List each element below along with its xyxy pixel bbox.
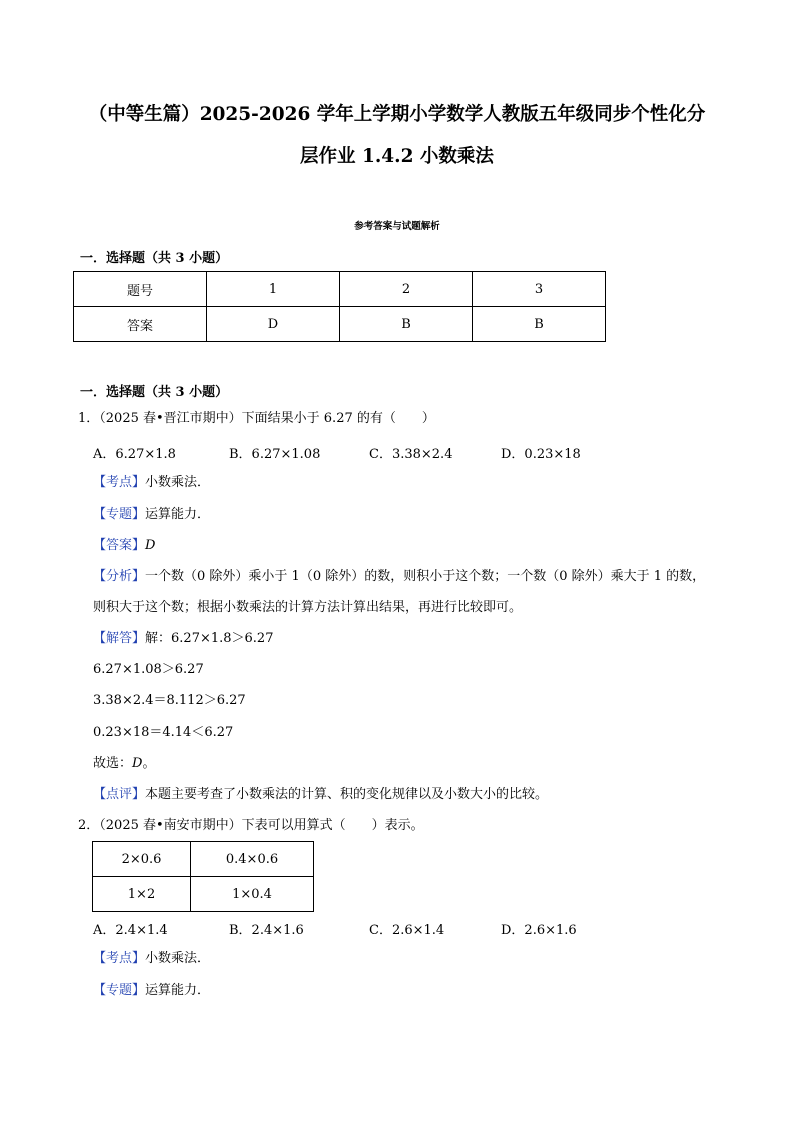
answer-text: D: [145, 538, 156, 553]
question-1-choice: [93, 755, 155, 773]
question-1-calc-line: 6.27×1.08＞6.27: [93, 662, 204, 677]
question-1-option-c: C．3.38×2.4: [369, 447, 453, 462]
question-1-option-a: A．6.27×1.8: [93, 447, 176, 462]
question-1-analysis-line-2: 则积大于这个数；根据小数乘法的计算方法计算出结果，再进行比较即可。: [93, 600, 523, 615]
solution-text: 解：6.27×1.8＞6.27: [145, 631, 274, 646]
answer-table-number: 1: [207, 272, 340, 307]
analysis-text: 一个数（0 除外）乘小于 1（0 除外）的数，则积小于这个数；一个数（0 除外）乘大于 1 的数，: [145, 569, 706, 584]
question-2-table-cell: 1×0.4: [191, 877, 314, 912]
answer-tag: 【答案】: [93, 538, 146, 553]
zhuanti-text: 运算能力．: [145, 507, 211, 522]
question-1-solution: [93, 630, 273, 648]
question-1-analysis-line-1: [93, 568, 705, 586]
answer-section-heading: 一．选择题（共 3 小题）: [80, 251, 229, 266]
answer-table-row-answers: [74, 307, 606, 342]
question-2-table-cell: 0.4×0.6: [191, 842, 314, 877]
question-2-table: [92, 841, 314, 912]
page-subtitle: 参考答案与试题解析: [354, 221, 440, 232]
answer-table-number: 2: [340, 272, 473, 307]
kaodian-text: 小数乘法．: [145, 475, 211, 490]
analysis-tag: 【分析】: [93, 569, 146, 584]
question-1-calc-line: 0.23×18＝4.14＜6.27: [93, 725, 234, 740]
comment-tag: 【点评】: [93, 787, 146, 802]
question-2-option-d: D．2.6×1.6: [501, 923, 577, 938]
zhuanti-tag: 【专题】: [93, 983, 146, 998]
choice-suffix: 。: [142, 756, 156, 771]
question-1-answer: [93, 537, 155, 555]
question-1-calc-line: 3.38×2.4＝8.112＞6.27: [93, 693, 246, 708]
solution-tag: 【解答】: [93, 631, 146, 646]
question-1-stem: 1．（2025 春•晋江市期中）下面结果小于 6.27 的有（ ）: [78, 411, 435, 426]
question-2-table-cell: 2×0.6: [93, 842, 191, 877]
answer-table-number: 3: [473, 272, 606, 307]
choice-prefix: 故选：: [93, 756, 133, 771]
question-1-comment: [93, 786, 548, 804]
question-1-option-d: D．0.23×18: [501, 447, 581, 462]
question-2-stem: 2．（2025 春•南安市期中）下表可以用算式（ ）表示。: [78, 818, 424, 833]
page-title-line-1: （中等生篇）2025-2026 学年上学期小学数学人教版五年级同步个性化分: [88, 104, 706, 125]
question-2-option-c: C．2.6×1.4: [369, 923, 445, 938]
zhuanti-text: 运算能力．: [145, 983, 211, 998]
kaodian-tag: 【考点】: [93, 951, 146, 966]
question-2-zhuanti: [93, 982, 210, 1000]
answer-table-row-numbers: [74, 272, 606, 307]
kaodian-text: 小数乘法．: [145, 951, 211, 966]
question-2-kaodian: [93, 950, 210, 968]
question-1-option-b: B．6.27×1.08: [229, 447, 321, 462]
answer-table-label-answer: 答案: [74, 307, 207, 342]
comment-text: 本题主要考查了小数乘法的计算、积的变化规律以及小数大小的比较。: [145, 787, 549, 802]
question-2-table-row: [93, 842, 314, 877]
zhuanti-tag: 【专题】: [93, 507, 146, 522]
question-2-option-b: B．2.4×1.6: [229, 923, 304, 938]
answer-table-answer: B: [473, 307, 606, 342]
question-2-option-a: A．2.4×1.4: [93, 923, 168, 938]
answer-table-label-number: 题号: [74, 272, 207, 307]
choice-answer: D: [132, 756, 143, 771]
answer-table-answer: B: [340, 307, 473, 342]
answer-table: [73, 271, 606, 342]
question-1-zhuanti: [93, 506, 210, 524]
question-2-table-cell: 1×2: [93, 877, 191, 912]
answer-table-answer: D: [207, 307, 340, 342]
kaodian-tag: 【考点】: [93, 475, 146, 490]
page-title-line-2: 层作业 1.4.2 小数乘法: [300, 146, 494, 167]
question-2-table-row: [93, 877, 314, 912]
detail-section-heading: 一．选择题（共 3 小题）: [80, 385, 229, 400]
question-1-kaodian: [93, 474, 210, 492]
